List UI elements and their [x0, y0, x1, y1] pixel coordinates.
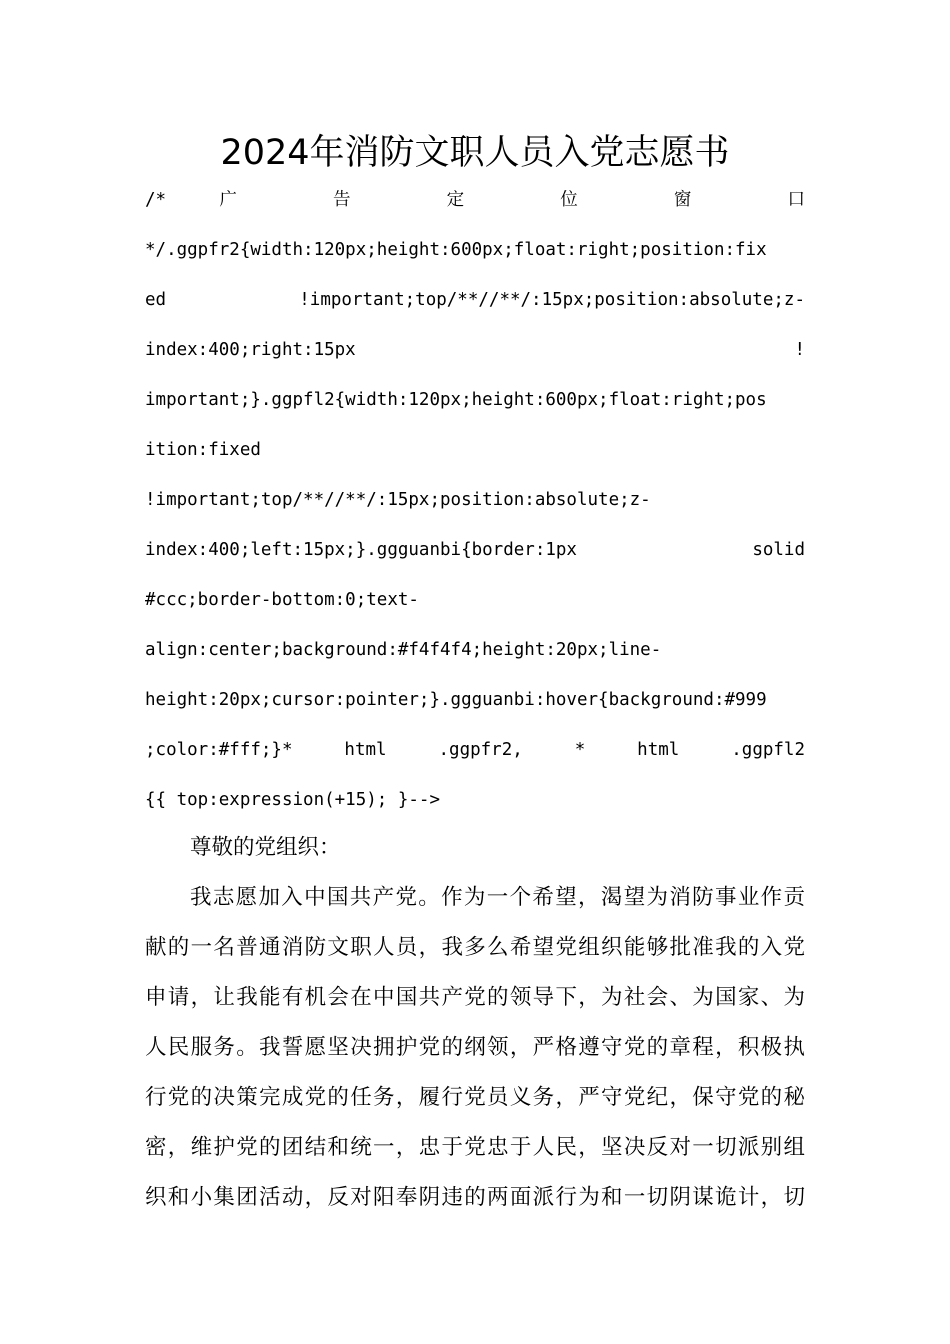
code-line: align:center;background:#f4f4f4;height:20px;line- — [145, 640, 662, 660]
code-line: ;color:#fff;}* html .ggpfr2, * html .ggpfl2 — [145, 740, 805, 760]
paragraph-line: 献的一名普通消防文职人员，我多么希望党组织能够批准我的入党 — [145, 935, 805, 960]
paragraph-line: 密，维护党的团结和统一，忠于党忠于人民，坚决反对一切派别组 — [145, 1135, 805, 1160]
code-line: ed !important;top/**//**/:15px;position:absolute;z- — [145, 290, 805, 310]
paragraph-line: 行党的决策完成党的任务，履行党员义务，严守党纪，保守党的秘 — [145, 1085, 805, 1110]
salutation: 尊敬的党组织： — [190, 835, 341, 860]
paragraph-line: 申请，让我能有机会在中国共产党的领导下，为社会、为国家、为 — [145, 985, 805, 1010]
code-line: */.ggpfr2{width:120px;height:600px;float:right;position:fix — [145, 240, 767, 260]
code-line: important;}.ggpfl2{width:120px;height:600px;float:right;pos — [145, 390, 767, 410]
code-line: ition:fixed — [145, 440, 261, 460]
paragraph-line: 织和小集团活动，反对阳奉阴违的两面派行为和一切阴谋诡计，切 — [145, 1185, 805, 1210]
code-line: index:400;right:15px ! — [145, 340, 805, 360]
paragraph-line: 人民服务。我誓愿坚决拥护党的纲领，严格遵守党的章程，积极执 — [145, 1035, 805, 1060]
code-line: height:20px;cursor:pointer;}.ggguanbi:hover{background:#999 — [145, 690, 767, 710]
code-line: !important;top/**//**/:15px;position:absolute;z- — [145, 490, 651, 510]
code-line: /* 广 告 定 位 窗 口 — [145, 190, 805, 210]
code-line: index:400;left:15px;}.ggguanbi{border:1px solid — [145, 540, 805, 560]
code-line: #ccc;border-bottom:0;text- — [145, 590, 419, 610]
code-line: {{ top:expression(+15); }--> — [145, 790, 441, 810]
paragraph-line: 我志愿加入中国共产党。作为一个希望，渴望为消防事业作贡 — [190, 885, 805, 910]
document-title: 2024年消防文职人员入党志愿书 — [220, 133, 730, 173]
